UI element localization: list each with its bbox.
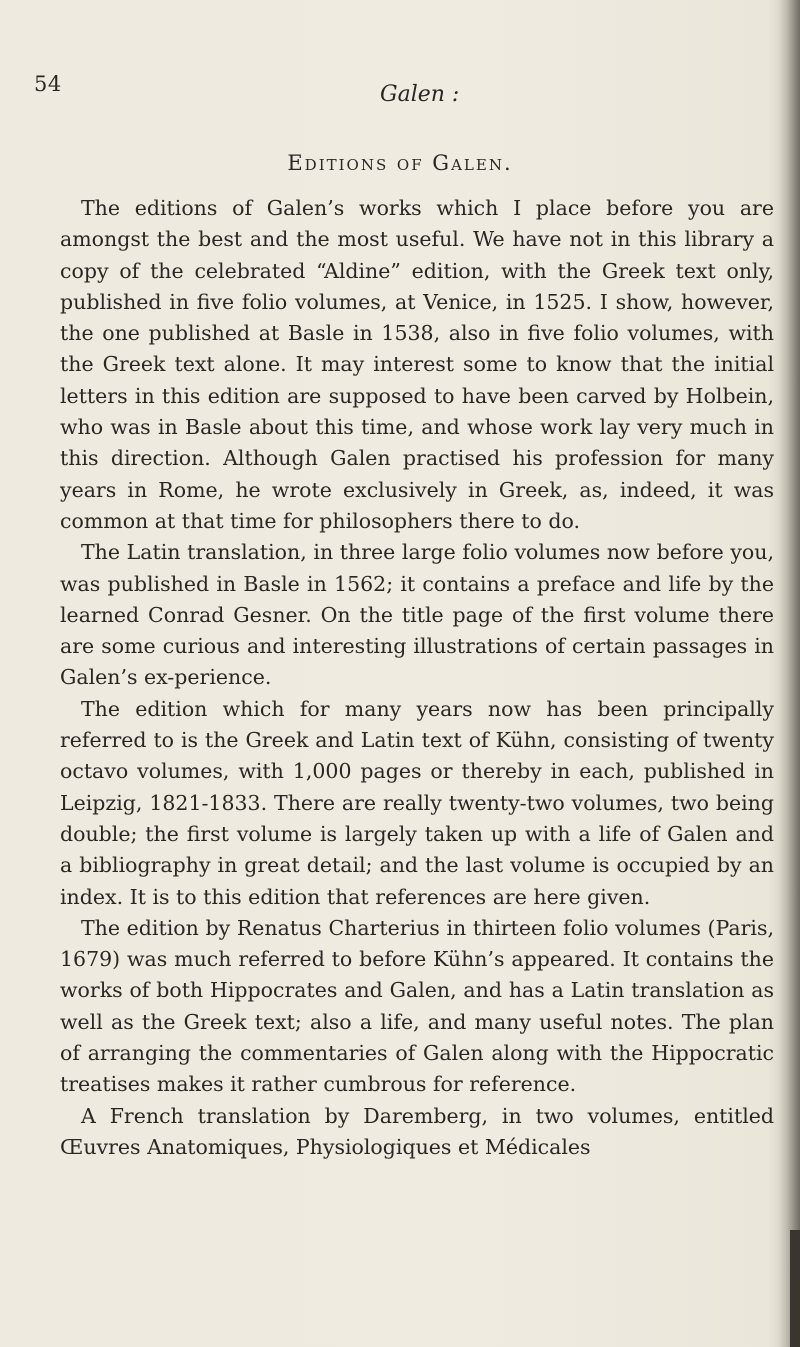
running-title: Galen : [380, 82, 460, 107]
paragraph: The editions of Galen’s works which I place before you are amongst the best and the most useful. We have not in this library a copy of the celebrated “Aldine” edition, with the Greek text only, published in five folio volumes, at Venice, in 1525. I show, however, the one published at Basle in 1538, also in five folio volumes, with the Greek text alone. It may interest some to know that the initial letters in this edition are supposed to have been carved by Holbein, who was in Basle about this time, and whose work lay very much in this direction. Although Galen practised his profession for many years in Rome, he wrote exclusively in Greek, as, indeed, it was common at that time for philosophers there to do. [60, 196, 774, 533]
page-edge-shadow [778, 0, 800, 1347]
body-text [60, 193, 774, 1163]
paragraph: The edition which for many years now has been principally referred to is the Greek and Latin text of Kühn, consisting of twenty octavo volumes, with 1,000 pages or thereby in each, published in Leipzig, 1821-1833. There are really twenty-two volumes, two being double; the first volume is largely taken up with a life of Galen and a bibliography in great detail; and the last volume is occupied by an index. It is to this edition that references are here given. [60, 696, 774, 909]
paragraph: The edition by Renatus Charterius in thirteen folio volumes (Paris, 1679) was much referred to before Kühn’s appeared. It contains the works of both Hippocrates and Galen, and has a Latin translation as well as the Greek text; also a life, and many useful notes. The plan of arranging the commentaries of Galen along with the Hippocratic treatises makes it rather cumbrous for reference. [60, 915, 774, 1097]
paragraph: A French translation by Daremberg, in two volumes, entitled Œuvres Anatomiques, Physiologiques et Médicales [60, 1103, 774, 1159]
paragraph: The Latin translation, in three large folio volumes now before you, was published in Basle in 1562; it contains a preface and life by the learned Conrad Gesner. On the title page of the first volume there are some curious and interesting illustrations of certain passages in Galen’s ex-perience. [60, 540, 774, 690]
section-title: Editions of Galen. [287, 151, 513, 175]
page-edge-dark [790, 1230, 800, 1347]
page-number: 54 [34, 72, 62, 96]
